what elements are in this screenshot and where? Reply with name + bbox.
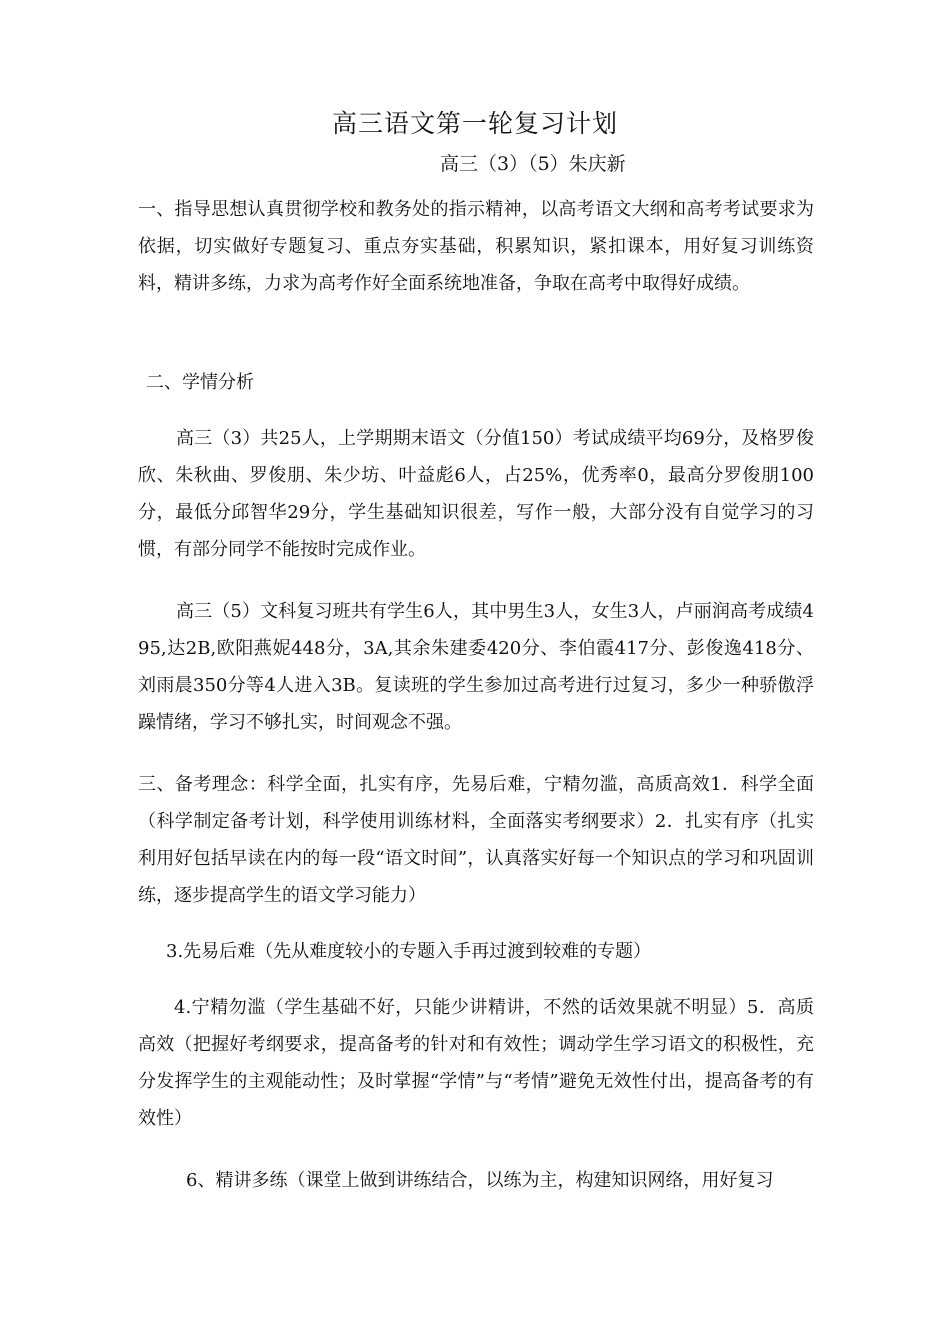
paragraph-quality-first: 4.宁精勿滥（学生基础不好，只能少讲精讲，不然的话效果就不明显）5．高质高效（把握好考纲要求，提高备考的针对和有效性；调动学生学习语文的积极性，充分发挥学生的主观能动性；及时掌握“学情”与“考情”避免无效性付出，提高备考的有效性） xyxy=(138,997,814,1129)
paragraph-class5-analysis: 高三（5）文科复习班共有学生6人，其中男生3人，女生3人，卢丽润高考成绩495,达2B,欧阳燕妮448分，3A,其余朱建委420分、李伯霞417分、彭俊逸418分、刘雨晨350分等4人进入3B。复读班的学生参加过高考进行过复习，多少一种骄傲浮躁情绪，学习不够扎实，时间观念不强。 xyxy=(138,601,814,733)
paragraph-easy-first: 3.先易后难（先从难度较小的专题入手再过渡到较难的专题） xyxy=(166,941,652,962)
document-author: 高三（3）（5）朱庆新 xyxy=(440,153,626,175)
document-title: 高三语文第一轮复习计划 xyxy=(331,109,618,138)
section-heading-analysis: 二、学情分析 xyxy=(146,372,254,393)
paragraph-practice: 6、精讲多练（课堂上做到讲练结合，以练为主，构建知识网络，用好复习 xyxy=(186,1170,774,1191)
paragraph-class3-analysis: 高三（3）共25人，上学期期末语文（分值150）考试成绩平均69分，及格罗俊欣、朱秋曲、罗俊朋、朱少坊、叶益彪6人，占25%，优秀率0，最高分罗俊朋100分，最低分邱智华29分，学生基础知识很差，写作一般，大部分没有自觉学习的习惯，有部分同学不能按时完成作业。 xyxy=(138,428,814,560)
paragraph-exam-philosophy: 三、备考理念：科学全面，扎实有序，先易后难，宁精勿滥，高质高效1．科学全面（科学制定备考计划，科学使用训练材料，全面落实考纲要求）2．扎实有序（扎实利用好包括早读在内的每一段“语文时间”，认真落实好每一个知识点的学习和巩固训练，逐步提高学生的语文学习能力） xyxy=(138,774,814,906)
paragraph-guiding-ideology: 一、指导思想认真贯彻学校和教务处的指示精神，以高考语文大纲和高考考试要求为依据，切实做好专题复习、重点夯实基础，积累知识，紧扣课本，用好复习训练资料，精讲多练，力求为高考作好全面系统地准备，争取在高考中取得好成绩。 xyxy=(138,199,814,294)
